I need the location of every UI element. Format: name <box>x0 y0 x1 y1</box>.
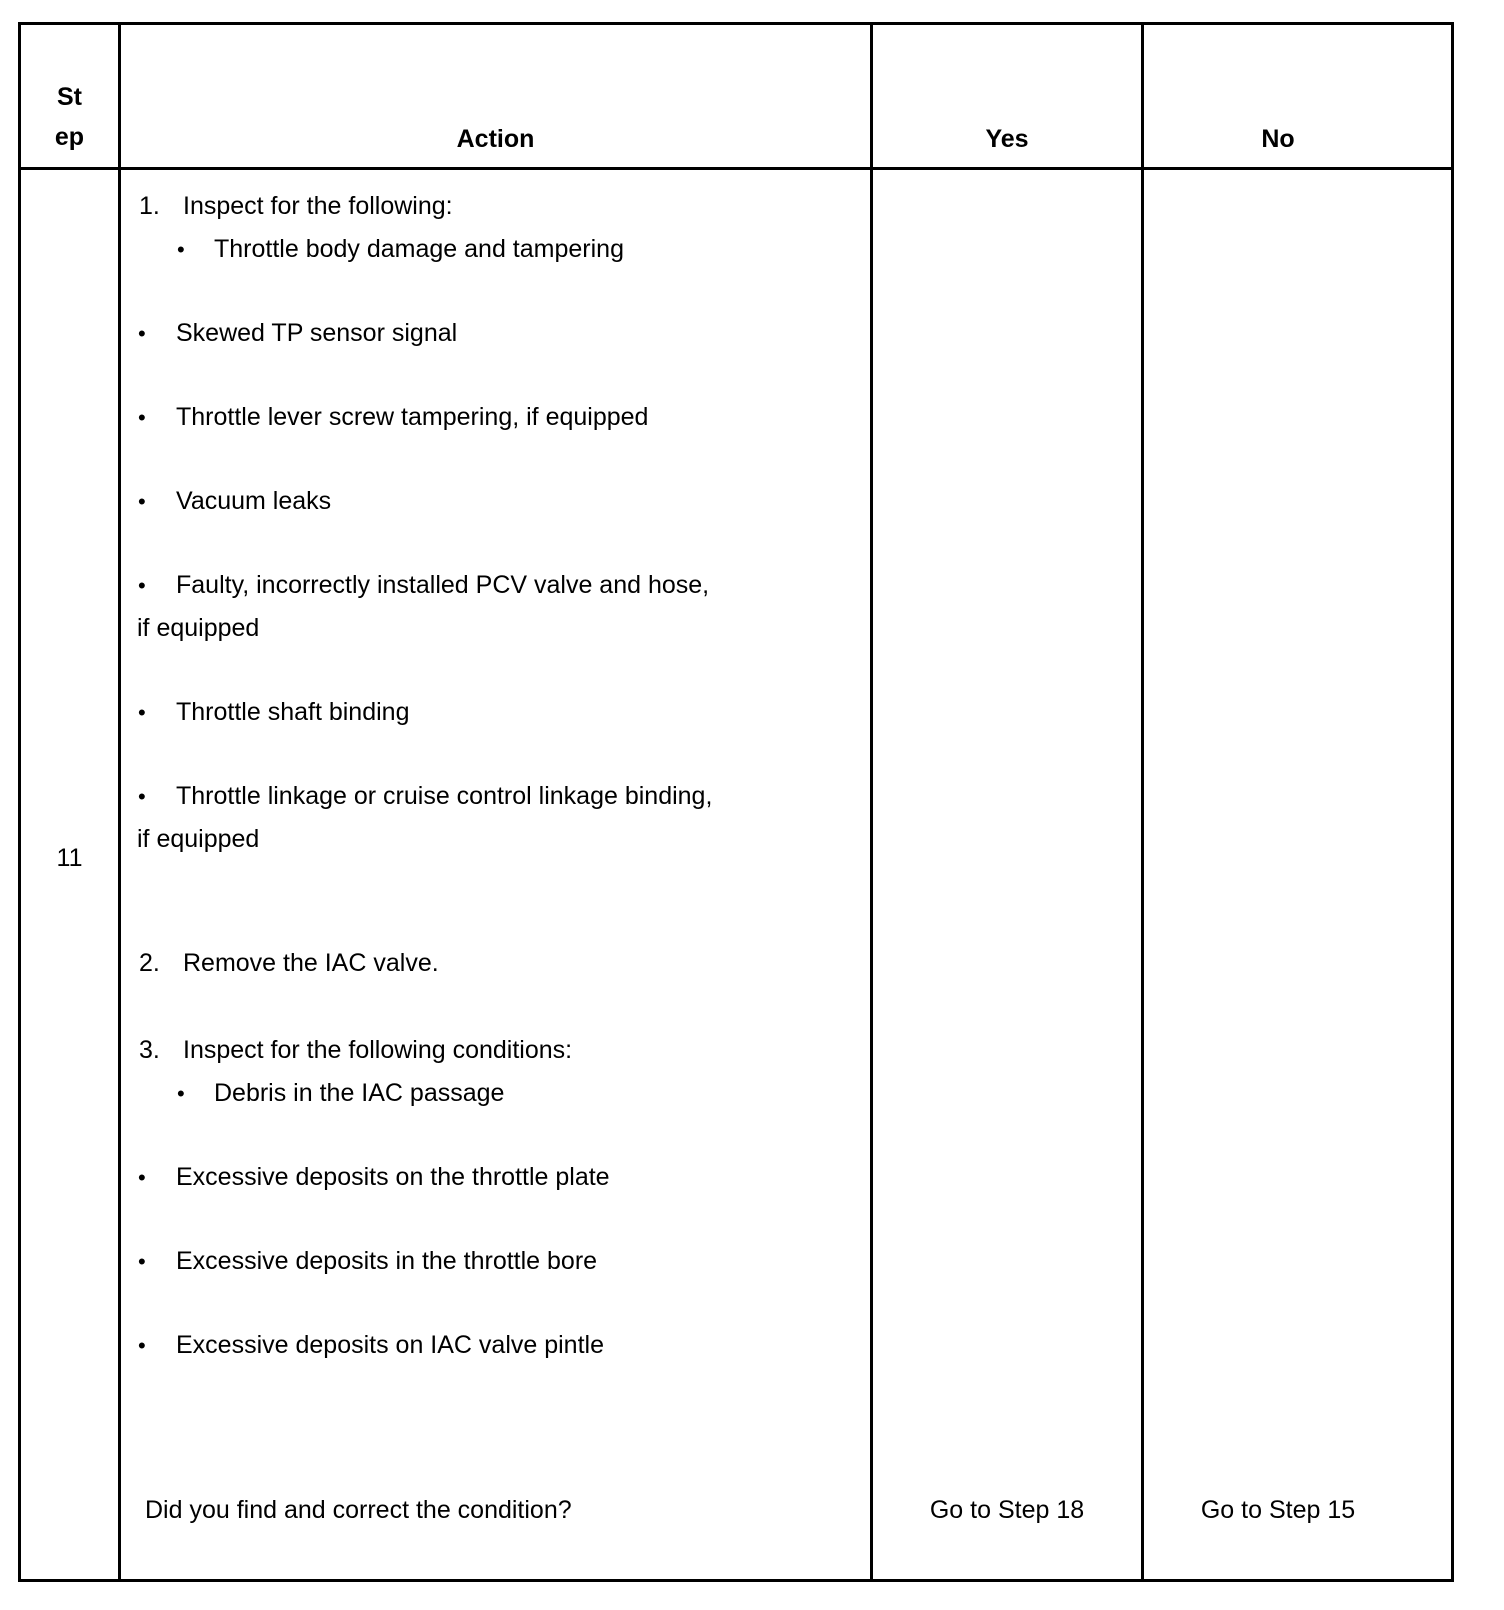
header-divider <box>21 167 1451 170</box>
yes-outcome: Go to Step 18 <box>929 1496 1085 1524</box>
header-no: No <box>1261 125 1295 153</box>
list-item: Vacuum leaks <box>176 487 332 515</box>
action-inspect-1: Inspect for the following: <box>183 192 453 220</box>
list-item: Debris in the IAC passage <box>214 1079 505 1107</box>
list-item-continuation: if equipped <box>137 825 260 853</box>
bullet: • <box>138 1249 146 1274</box>
header-step-line2: ep <box>54 123 85 151</box>
header-step-line1: St <box>57 83 82 111</box>
list-number-3: 3. <box>139 1036 160 1064</box>
list-item: Throttle shaft binding <box>176 698 410 726</box>
list-item: Excessive deposits on the throttle plate <box>176 1163 610 1191</box>
bullet: • <box>138 1333 146 1358</box>
bullet: • <box>138 405 146 430</box>
bullet: • <box>138 784 146 809</box>
bullet: • <box>177 237 185 262</box>
column-divider <box>1141 25 1144 1579</box>
list-item: Skewed TP sensor signal <box>176 319 458 347</box>
bullet: • <box>138 321 146 346</box>
diagnostic-table <box>18 22 1454 1582</box>
bullet: • <box>177 1081 185 1106</box>
list-item: Excessive deposits in the throttle bore <box>176 1247 598 1275</box>
header-yes: Yes <box>985 125 1029 153</box>
header-action: Action <box>456 125 535 153</box>
list-item-continuation: if equipped <box>137 614 260 642</box>
list-item: Excessive deposits on IAC valve pintle <box>176 1331 604 1359</box>
column-divider <box>118 25 121 1579</box>
no-outcome: Go to Step 15 <box>1200 1496 1356 1524</box>
question-text: Did you find and correct the condition? <box>145 1496 572 1524</box>
step-number: 11 <box>56 844 83 872</box>
bullet: • <box>138 573 146 598</box>
list-item: Faulty, incorrectly installed PCV valve and hose, <box>176 571 710 599</box>
list-item: Throttle lever screw tampering, if equipped <box>176 403 649 431</box>
bullet: • <box>138 489 146 514</box>
list-number-2: 2. <box>139 949 160 977</box>
header-step <box>21 77 118 157</box>
bullet: • <box>138 700 146 725</box>
bullet: • <box>138 1165 146 1190</box>
list-number-1: 1. <box>139 192 160 220</box>
action-remove: Remove the IAC valve. <box>183 949 439 977</box>
list-item: Throttle body damage and tampering <box>214 235 624 263</box>
column-divider <box>870 25 873 1579</box>
action-inspect-3: Inspect for the following conditions: <box>183 1036 573 1064</box>
list-item: Throttle linkage or cruise control linkage binding, <box>176 782 713 810</box>
